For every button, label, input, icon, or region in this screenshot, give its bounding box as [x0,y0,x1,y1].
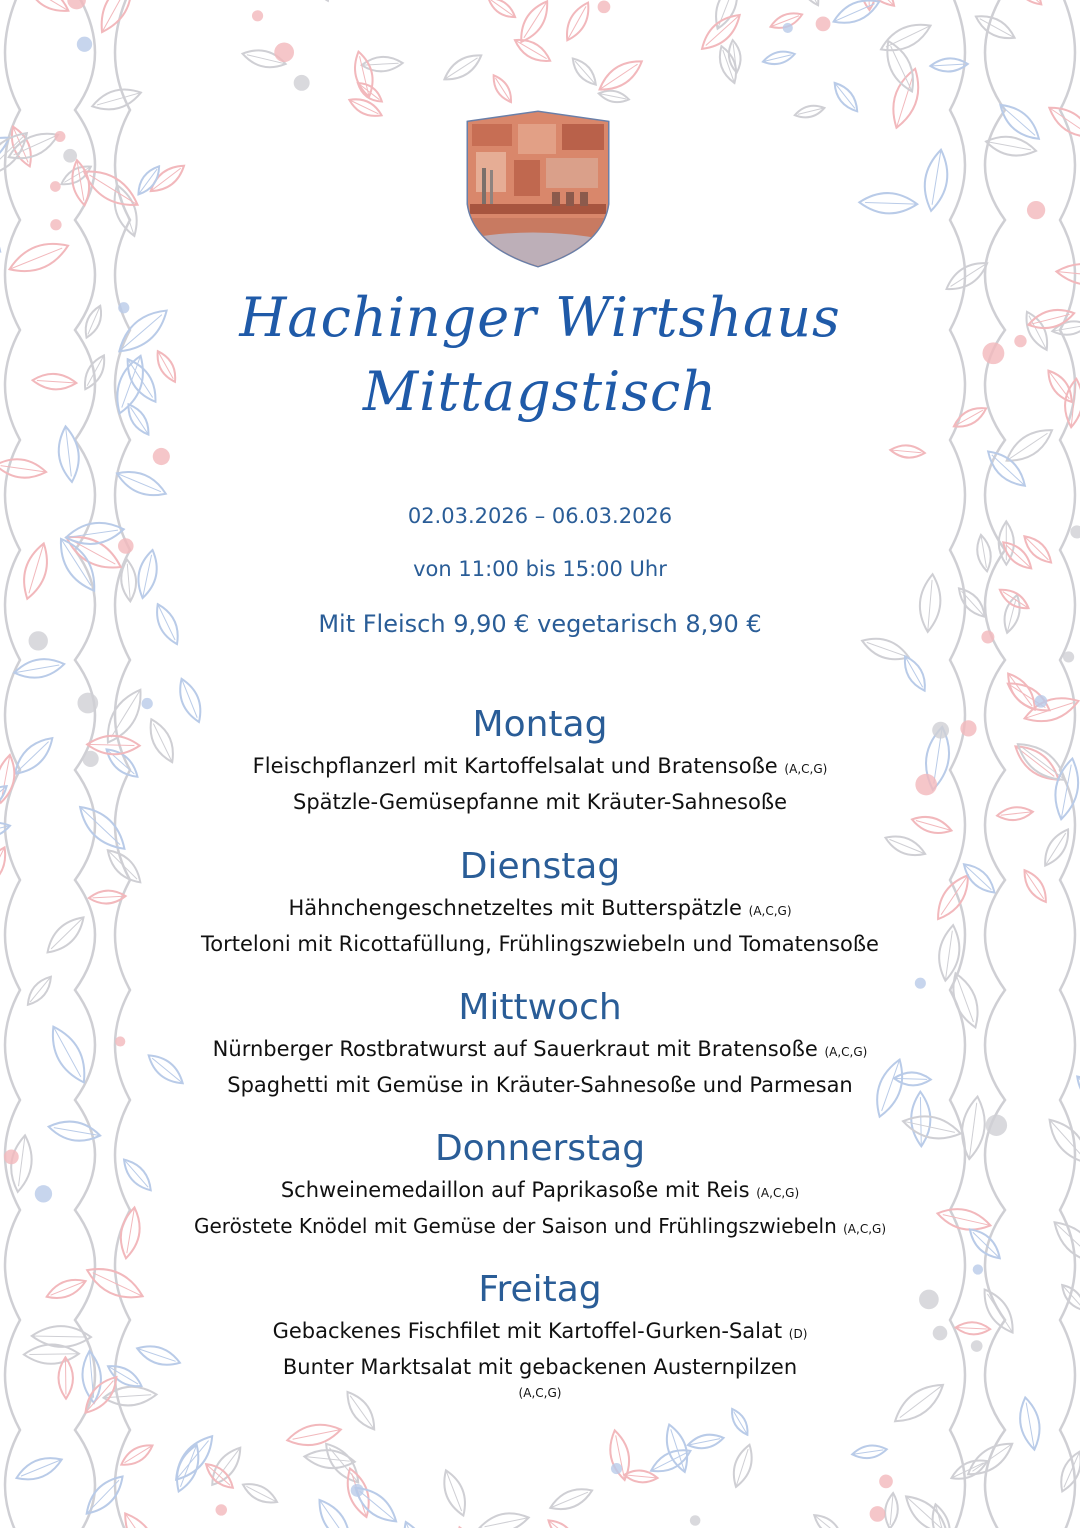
dish-meat: Nürnberger Rostbratwurst auf Sauerkraut mit Bratensoße (A,C,G) [212,1037,868,1061]
leaf-ornament [312,1495,357,1528]
berry-ornament [598,0,611,13]
dish-vegetarian: Torteloni mit Ricottafüllung, Frühlingszwiebeln und Tomatensoße [201,932,879,956]
leaf-ornament [202,1459,237,1492]
date-range: 02.03.2026 – 06.03.2026 [407,504,673,528]
leaf-ornament [511,34,553,67]
leaf-ornament [240,1479,280,1508]
leaf-ornament [859,0,879,10]
leaf-ornament [13,1452,65,1486]
berry-ornament [252,10,263,21]
leaf-ornament [877,17,935,58]
berry-ornament [294,75,310,91]
leaf-ornament [568,54,600,88]
leaf-ornament [5,235,72,279]
leaf-ornament [90,84,144,115]
leaf-ornament [1009,0,1045,9]
berry-ornament [1027,201,1045,219]
leaf-ornament [810,1510,845,1528]
day-section-mittwoch [0,987,1080,1102]
leaf-ornament [241,46,288,71]
leaf-ornament [285,1420,342,1450]
leaf-ornament [648,1444,694,1478]
opening-hours: von 11:00 bis 15:00 Uhr [413,557,667,581]
leaf-ornament [687,1432,725,1452]
leaf-ornament [80,1470,129,1520]
berry-ornament [77,37,92,52]
leaf-ornament [661,1422,693,1475]
leaf-ornament [78,162,143,214]
price-info: Mit Fleisch 9,90 € vegetarisch 8,90 € [318,610,762,638]
leaf-ornament [303,1448,355,1471]
leaf-ornament [727,39,742,73]
leaf-ornament [920,148,951,213]
leaf-ornament [117,1508,163,1528]
day-section-dienstag [0,846,1080,961]
leaf-ornament [0,819,12,841]
leaf-ornament [982,445,1031,492]
leaf-ornament [489,72,516,105]
allergen-codes: (A,C,G) [748,904,792,918]
leaf-ornament [1055,1449,1080,1495]
menu-title: Mittagstisch [362,360,718,423]
berry-ornament [50,181,61,192]
leaf-ornament [319,1438,365,1488]
leaf-ornament [715,44,741,85]
dish-vegetarian: Geröstete Knödel mit Gemüse der Saison und Frühlingszwiebeln (A,C,G) [193,1214,887,1238]
allergen-codes: (A,C,G) [756,1186,800,1200]
leaf-ornament [56,425,82,483]
leaf-ornament [1001,422,1057,468]
dish-meat: Gebackenes Fischfilet mit Kartoffel-Gurken-Salat (D) [272,1319,808,1343]
berry-ornament [351,1484,364,1497]
leaf-ornament [0,221,5,256]
day-section-donnerstag [0,1128,1080,1246]
allergen-codes: (D) [788,1327,808,1341]
leaf-ornament [830,0,883,30]
leaf-ornament [1044,100,1080,144]
tavern-crest-icon [462,108,614,270]
leaf-ornament [994,98,1044,145]
restaurant-name-title: Hachinger Wirtshaus [239,286,841,349]
leaf-ornament [710,0,744,32]
leaf-ornament [6,124,37,170]
dish-meat: Hähnchengeschnetzeltes mit Butterspätzle (A,C,G) [288,896,792,920]
leaf-ornament [899,653,931,694]
allergen-codes: (A,C,G) [518,1386,562,1400]
berry-ornament [274,42,294,62]
leaf-ornament [728,1406,752,1437]
leaf-ornament [545,1516,580,1528]
leaf-ornament [133,163,164,198]
leaf-ornament [108,182,143,239]
leaf-ornament [13,655,66,681]
leaf-ornament [1016,1396,1043,1451]
leaf-ornament [206,1443,247,1490]
berry-ornament [153,448,170,465]
day-heading: Freitag [478,1269,602,1310]
leaf-ornament [963,1436,1018,1482]
berry-ornament [1063,651,1074,662]
leaf-ornament [547,1483,595,1515]
day-section-montag [0,704,1080,819]
leaf-ornament [1055,261,1080,287]
leaf-ornament [598,88,630,105]
leaf-ornament [696,8,745,55]
leaf-ornament [890,444,926,459]
leaf-ornament [478,1509,531,1528]
leaf-ornament [113,465,169,502]
berry-ornament [870,1506,886,1522]
berry-ornament [690,1515,701,1526]
day-heading: Donnerstag [434,1128,646,1169]
leaf-ornament [561,0,595,44]
berry-ornament [118,538,134,554]
berry-ornament [54,131,65,142]
leaf-ornament [851,1443,887,1460]
leaf-ornament [514,0,554,46]
leaf-ornament [5,126,62,166]
leaf-ornament [729,1442,757,1489]
leaf-ornament [485,0,518,22]
berry-ornament [63,149,77,163]
leaf-ornament [347,94,385,121]
dish-vegetarian: Spaghetti mit Gemüse in Kräuter-Sahnesoße und Parmesan [227,1073,853,1097]
allergen-codes: (A,C,G) [784,762,828,776]
leaf-ornament [438,1467,471,1518]
leaf-ornament [948,1455,990,1484]
leaf-ornament [169,1430,220,1486]
leaf-ornament [606,1429,633,1482]
berry-ornament [879,1475,893,1489]
leaf-ornament [0,130,14,175]
leaf-ornament [0,125,34,183]
leaf-ornament [930,57,968,72]
leaf-ornament [886,65,925,131]
leaf-ornament [595,54,647,97]
leaf-ornament [794,103,826,121]
dish-meat: Fleischpflanzerl mit Kartoffelsalat und Bratensoße (A,C,G) [252,754,828,778]
berry-ornament [816,16,831,31]
dish-vegetarian: Spätzle-Gemüsepfanne mit Kräuter-Sahnesoße [293,790,787,814]
day-section-freitag [0,1269,1080,1402]
leaf-ornament [93,0,140,37]
leaf-ornament [440,49,485,86]
berry-ornament [783,23,793,33]
leaf-ornament [146,160,188,197]
dish-vegetarian: Bunter Marktsalat mit gebackenen Austernpilzen [282,1355,798,1379]
leaf-ornament [69,159,92,207]
leaf-ornament [768,9,804,32]
berry-ornament [216,1504,227,1515]
leaf-ornament [900,1489,954,1528]
leaf-ornament [118,1440,156,1470]
leaf-ornament [171,1442,205,1495]
leaf-ornament [58,161,94,189]
day-heading: Montag [472,704,608,745]
day-heading: Dienstag [459,846,621,887]
leaf-ornament [24,0,73,18]
day-heading: Mittwoch [458,987,622,1028]
leaf-ornament [0,456,47,481]
leaf-ornament [795,0,823,8]
leaf-ornament [879,37,920,96]
leaf-ornament [928,1502,954,1528]
leaf-ornament [859,0,899,11]
allergen-codes: (A,C,G) [824,1045,868,1059]
leaf-ornament [361,56,403,73]
leaf-ornament [355,79,386,106]
berry-ornament [611,1463,622,1474]
berry-ornament [67,0,86,9]
leaf-ornament [972,10,1018,45]
leaf-ornament [350,1481,402,1528]
leaf-ornament [830,79,863,115]
leaf-ornament [624,1469,658,1484]
leaf-ornament [762,48,796,67]
leaf-ornament [306,0,334,4]
berry-ornament [50,219,61,230]
leaf-ornament [397,1518,434,1528]
leaf-ornament [984,133,1037,160]
leaf-ornament [859,192,918,214]
leaf-ornament [884,1492,900,1528]
dish-meat: Schweinemedaillon auf Paprikasoße mit Reis (A,C,G) [280,1178,800,1202]
leaf-ornament [997,585,1032,613]
leaf-ornament [351,50,377,99]
leaf-ornament [341,1466,374,1520]
allergen-codes: (A,C,G) [843,1222,887,1236]
